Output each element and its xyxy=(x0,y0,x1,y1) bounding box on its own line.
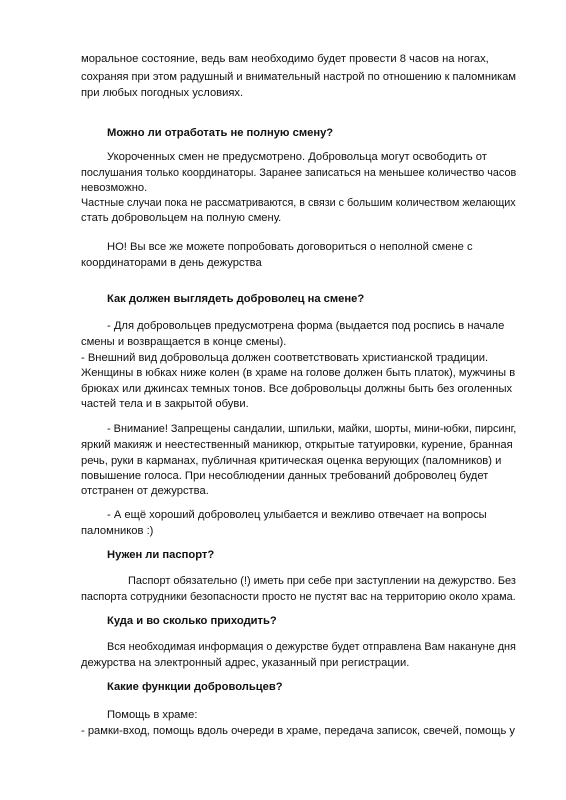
intro-line: моральное состояние, ведь вам необходимо будет провести 8 часов на ногах, xyxy=(81,53,489,65)
paragraph-line: смены и возвращается в конце смены). xyxy=(81,336,287,348)
paragraph-line: Женщины в юбках ниже колен (в храме на голове должен быть платок), мужчины в xyxy=(81,367,516,379)
paragraph-line: Паспорт обязательно (!) иметь при себе при заступлении на дежурство. Без xyxy=(128,575,516,587)
section-heading-partial-shift: Можно ли отработать не полную смену? xyxy=(107,127,334,139)
paragraph-line: координаторами в день дежурства xyxy=(81,257,262,269)
paragraph-line: послушания только координаторы. Заранее записаться на меньшее количество часов xyxy=(81,167,517,179)
paragraph-line: паломников :) xyxy=(81,525,154,537)
intro-line: сохраняя при этом радушный и внимательный настрой по отношению к паломникам xyxy=(81,71,516,83)
paragraph-line: невозможно. xyxy=(81,182,148,194)
paragraph-line: отстранен от дежурства. xyxy=(81,485,209,497)
section-heading-functions: Какие функции добровольцев? xyxy=(107,681,283,693)
paragraph-line: Вся необходимая информация о дежурстве будет отправлена Вам накануне дня xyxy=(107,641,516,653)
paragraph-line: НО! Вы все же можете попробовать договориться о неполной смене с xyxy=(107,241,473,253)
paragraph-line: повышение голоса. При несоблюдении данных требований доброволец будет xyxy=(81,470,489,482)
section-heading-appearance: Как должен выглядеть доброволец на смене? xyxy=(107,293,365,305)
paragraph-line: - рамки-вход, помощь вдоль очереди в храме, передача записок, свечей, помощь у xyxy=(81,725,515,737)
intro-line: при любых погодных условиях. xyxy=(81,87,244,99)
section-heading-passport: Нужен ли паспорт? xyxy=(107,549,215,561)
paragraph-line: стать добровольцем на полную смену. xyxy=(81,212,282,224)
paragraph-line: Укороченных смен не предусмотрено. Добровольца могут освободить от xyxy=(107,151,487,163)
paragraph-line: дежурства на электронный адрес, указанный при регистрации. xyxy=(81,657,410,669)
paragraph-line: речь, руки в карманах, публичная критическая оценка верующих (паломников) и xyxy=(81,455,502,467)
paragraph-line: - Внешний вид добровольца должен соответствовать христианской традиции. xyxy=(81,352,489,364)
paragraph-line: брюках или джинсах темных тонов. Все добровольцы должны быть без оголенных xyxy=(81,383,513,395)
paragraph-line: - Внимание! Запрещены сандалии, шпильки, майки, шорты, мини-юбки, пирсинг, xyxy=(107,423,517,435)
paragraph-line: Частные случаи пока не рассматриваются, в связи с большим количеством желающих xyxy=(81,197,516,209)
paragraph-line: Помощь в храме: xyxy=(107,709,198,721)
paragraph-line: - А ещё хороший доброволец улыбается и вежливо отвечает на вопросы xyxy=(107,509,487,521)
paragraph-line: паспорта сотрудники безопасности просто не пустят вас на территорию около храма. xyxy=(81,591,516,603)
section-heading-where: Куда и во сколько приходить? xyxy=(107,615,277,627)
paragraph-line: - Для добровольцев предусмотрена форма (выдается под роспись в начале xyxy=(107,320,505,332)
paragraph-line: яркий макияж и неестественный маникюр, открытые татуировки, курение, бранная xyxy=(81,439,513,451)
paragraph-line: частей тела и в закрытой обуви. xyxy=(81,398,249,410)
